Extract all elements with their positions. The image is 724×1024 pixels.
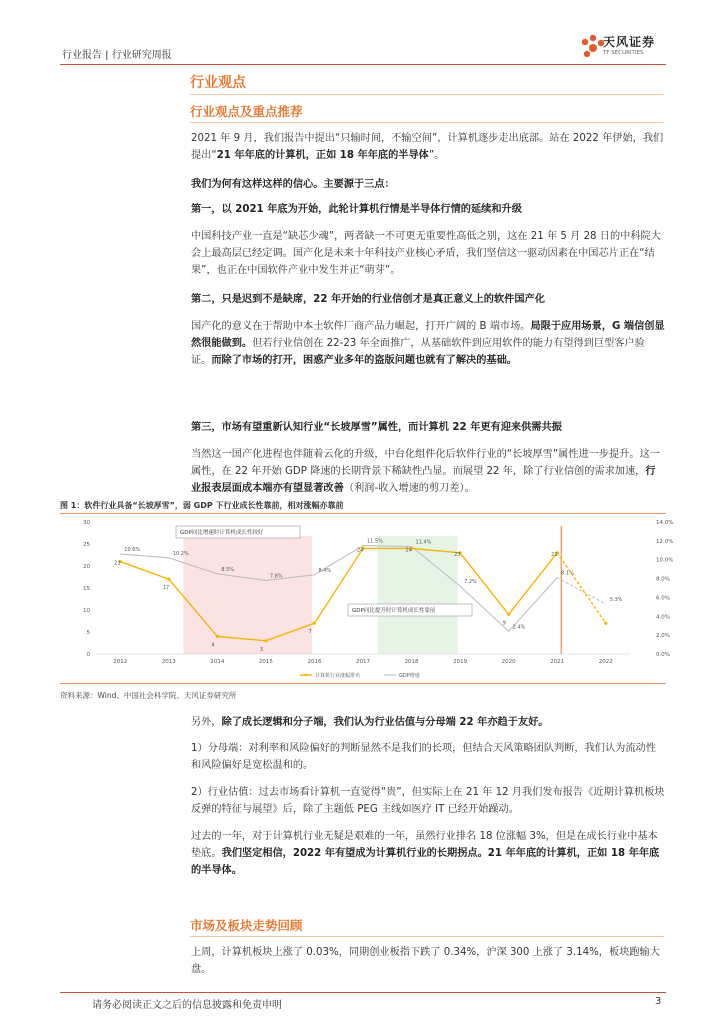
logo-name: 天风证券 <box>603 35 656 49</box>
x-axis-tick: 2012 <box>113 659 128 665</box>
data-label: 4 <box>211 642 215 649</box>
right-axis-tick: 8.0% <box>656 576 670 583</box>
section-subtitle: 行业观点及重点推荐 <box>190 104 303 119</box>
data-label: 10.6% <box>124 547 141 554</box>
x-axis-tick: 2018 <box>404 659 419 665</box>
logo-dot <box>590 35 596 41</box>
paragraph-1-text-c: ”。 <box>428 150 445 161</box>
paragraph-6-text-c: 但若行业信创在 22-23 年全面推广，从基础软件到应用软件的能力有望得到巨型客户验证。 <box>191 338 645 366</box>
data-point <box>264 639 267 642</box>
right-axis-tick: 12.0% <box>656 538 674 545</box>
figure-source: 资料来源：Wind、中国社会科学院、天风证券研究所 <box>60 691 237 700</box>
right-axis-tick: 2.0% <box>656 633 670 640</box>
data-label: 5.3% <box>609 597 623 604</box>
paragraph-2: 我们为何有这样这样的信心。主要源于三点： <box>191 179 395 190</box>
paragraph-12-text-a: 过去的一年，对于计算机行业无疑是艰难的一年，虽然行业排名 18 位涨幅 3%，但是在成长行业中基本垫底。 <box>191 831 658 859</box>
data-label: 8.1% <box>561 570 574 577</box>
paragraph-1-highlight: 21 年年底的计算机，正如 18 年年底的半导体 <box>216 150 429 161</box>
market-review-title: 市场及板块走势回顾 <box>190 918 303 933</box>
data-label: 17 <box>162 585 170 592</box>
series-projection-1 <box>557 578 606 604</box>
right-axis-tick: 10.0% <box>656 557 674 564</box>
paragraph-6-highlight-b: 局限于应用场景，G 端信创显然很能做到。 <box>191 321 665 349</box>
logo-dot <box>584 51 590 57</box>
data-point <box>313 622 316 625</box>
data-point <box>167 578 170 581</box>
data-label: 7.8% <box>269 573 283 580</box>
paragraph-12 <box>191 828 665 879</box>
data-label: 7.2% <box>464 579 477 586</box>
annotation-text: GDP同比提升时计算机成长性靠前 <box>352 608 436 614</box>
report-type-label: 行业报告 | 行业研究周报 <box>62 50 172 61</box>
x-axis-tick: 2019 <box>453 659 468 665</box>
legend-label: GDP增速 <box>399 673 420 679</box>
shaded-range-1 <box>183 536 312 654</box>
left-axis-tick: 25 <box>83 542 90 548</box>
left-axis-tick: 10 <box>83 608 90 614</box>
annotation-text: GDP同比增速时计算机成长性较好 <box>180 530 264 536</box>
data-label: 24 <box>357 547 364 554</box>
data-label: 3 <box>259 646 264 653</box>
left-axis-tick: 20 <box>83 564 90 570</box>
paragraph-8-highlight: 行业报表层面成本端亦有望显著改善 <box>191 466 656 494</box>
right-axis-tick: 6.0% <box>656 595 670 602</box>
point-2-heading: 第二，只是迟到不是缺席，22 年开始的行业信创才是真正意义上的软件国产化 <box>191 294 545 305</box>
x-axis-tick: 2016 <box>307 659 322 665</box>
legend-label: 计算机行业涨幅排名 <box>315 673 361 679</box>
x-axis-tick: 2022 <box>598 659 613 665</box>
data-label: 11.5% <box>367 538 383 545</box>
data-label: 2.4% <box>512 624 526 631</box>
data-label: 24 <box>405 547 412 554</box>
section-title-rule <box>190 94 664 95</box>
page-number: 3 <box>655 996 662 1007</box>
logo-dot <box>589 44 597 52</box>
chart <box>60 514 674 682</box>
paragraph-11: 2）行业估值：过去市场看计算机一直觉得“贵”，但实际上在 21 年 12 月我们发布报告《近期计算机板块反弹的特征与展望》后，除了主题低 PEG 主线如医疗 IT 已经开始躁动。 <box>191 787 665 815</box>
figure-caption: 图 1：软件行业具备“长坡厚雪”，弱 GDP 下行业成长性靠前，相对涨幅亦靠前 <box>60 501 344 510</box>
data-label: 10.2% <box>172 550 189 557</box>
figure-bottom-rule <box>60 683 666 684</box>
paragraph-10: 1）分母端：对利率和风险偏好的判断显然不是我们的长项，但结合天风策略团队判断，我们认为流动性和风险偏好是宽松温和的。 <box>191 743 656 771</box>
logo-subtitle: TF SECURITIES <box>603 50 644 56</box>
paragraph-9 <box>191 714 665 731</box>
data-point <box>216 635 219 638</box>
right-axis-tick: 14.0% <box>656 520 674 526</box>
shaded-range-2 <box>378 536 461 654</box>
paragraph-6-highlight-d: 而除了市场的打开，困惑产业多年的盗版问题也就有了解决的基础。 <box>211 355 517 366</box>
footer-rule <box>60 992 666 993</box>
paragraph-1-text-a: 2021 年 9 月，我们报告中提出“只输时间，不输空间”，计算机逐步走出底部。站在 2022 年伊始，我们提出“ <box>191 133 664 161</box>
paragraph-6 <box>191 318 665 369</box>
x-axis-tick: 2015 <box>258 659 273 665</box>
section-subtitle-rule <box>190 122 664 123</box>
section-title: 行业观点 <box>190 75 246 91</box>
market-review-rule <box>190 936 664 937</box>
data-point <box>507 613 510 616</box>
data-label: 21 <box>114 560 121 567</box>
footer-disclaimer: 请务必阅读正文之后的信息披露和免责申明 <box>92 1000 282 1011</box>
paragraph-12-highlight: 我们坚定相信，2022 年有望成为计算机行业的长期拐点。21 年年底的计算机，正如 18 年年底的半导体。 <box>191 848 660 876</box>
x-axis-tick: 2021 <box>550 659 565 665</box>
data-label: 9 <box>502 620 506 627</box>
left-axis-tick: 0 <box>86 652 90 658</box>
x-axis-tick: 2017 <box>356 659 370 665</box>
data-label: 8.4% <box>318 567 332 574</box>
paragraph-6-text-a: 国产化的意义在于帮助中本土软件厂商产品力崛起，打开广阔的 B 端市场。 <box>191 321 531 332</box>
x-axis-tick: 2020 <box>501 659 516 665</box>
paragraph-13: 上周，计算机板块上涨了 0.03%，同期创业板指下跌了 0.34%，沪深 300 上涨了 3.14%，板块跑输大盘。 <box>191 947 660 975</box>
paragraph-8-text-c: （利润-收入增速的剪刀差）。 <box>343 483 475 494</box>
left-axis-tick: 15 <box>83 586 90 592</box>
data-label: 23 <box>454 551 461 558</box>
point-3-heading: 第三，市场有望重新认知行业“长坡厚雪”属性，而计算机 22 年更有迎来供需共振 <box>191 422 562 433</box>
data-label: 11.4% <box>415 539 432 546</box>
series-projection-2 <box>557 553 606 623</box>
data-label: 8.5% <box>221 566 235 573</box>
paragraph-1 <box>191 130 665 164</box>
paragraph-4: 中国科技产业一直是“缺芯少魂”，两者缺一不可更无重要性高低之别，这在 21 年 5 月 28 日的中科院大会上最高层已经定调。国产化是未来十年科技产业核心矛盾，我们坚信这一驱动因素在中国芯片正在“结果”，也正在中国软件产业中发生并正“萌芽”。 <box>191 231 661 276</box>
left-axis-tick: 5 <box>86 630 90 636</box>
right-axis-tick: 0.0% <box>656 652 670 658</box>
paragraph-9-text-a: 另外， <box>191 717 222 728</box>
paragraph-9-highlight: 除了成长逻辑和分子端，我们认为行业估值与分母端 22 年亦趋于友好。 <box>221 717 549 728</box>
data-point <box>604 622 607 625</box>
data-label: 23 <box>551 551 558 558</box>
point-1-heading: 第一，以 2021 年底为开始，此轮计算机行情是半导体行情的延续和升级 <box>191 204 522 215</box>
right-axis-tick: 4.0% <box>656 614 670 621</box>
x-axis-tick: 2014 <box>210 659 225 665</box>
paragraph-8 <box>191 446 665 497</box>
logo-dot <box>582 39 588 45</box>
x-axis-tick: 2013 <box>161 659 176 665</box>
legend-marker <box>305 674 308 677</box>
left-axis-tick: 30 <box>83 520 90 526</box>
data-label: 7 <box>308 629 312 636</box>
paragraph-8-text-a: 当然这一国产化进程也伴随着云化的升级，中台化组件化后软件行业的“长坡厚雪”属性进一步提升。这一属性，在 22 年开始 GDP 降速的长期背景下稀缺性凸显。而展望 22 年，除了行业信创的需求加速， <box>191 449 660 477</box>
